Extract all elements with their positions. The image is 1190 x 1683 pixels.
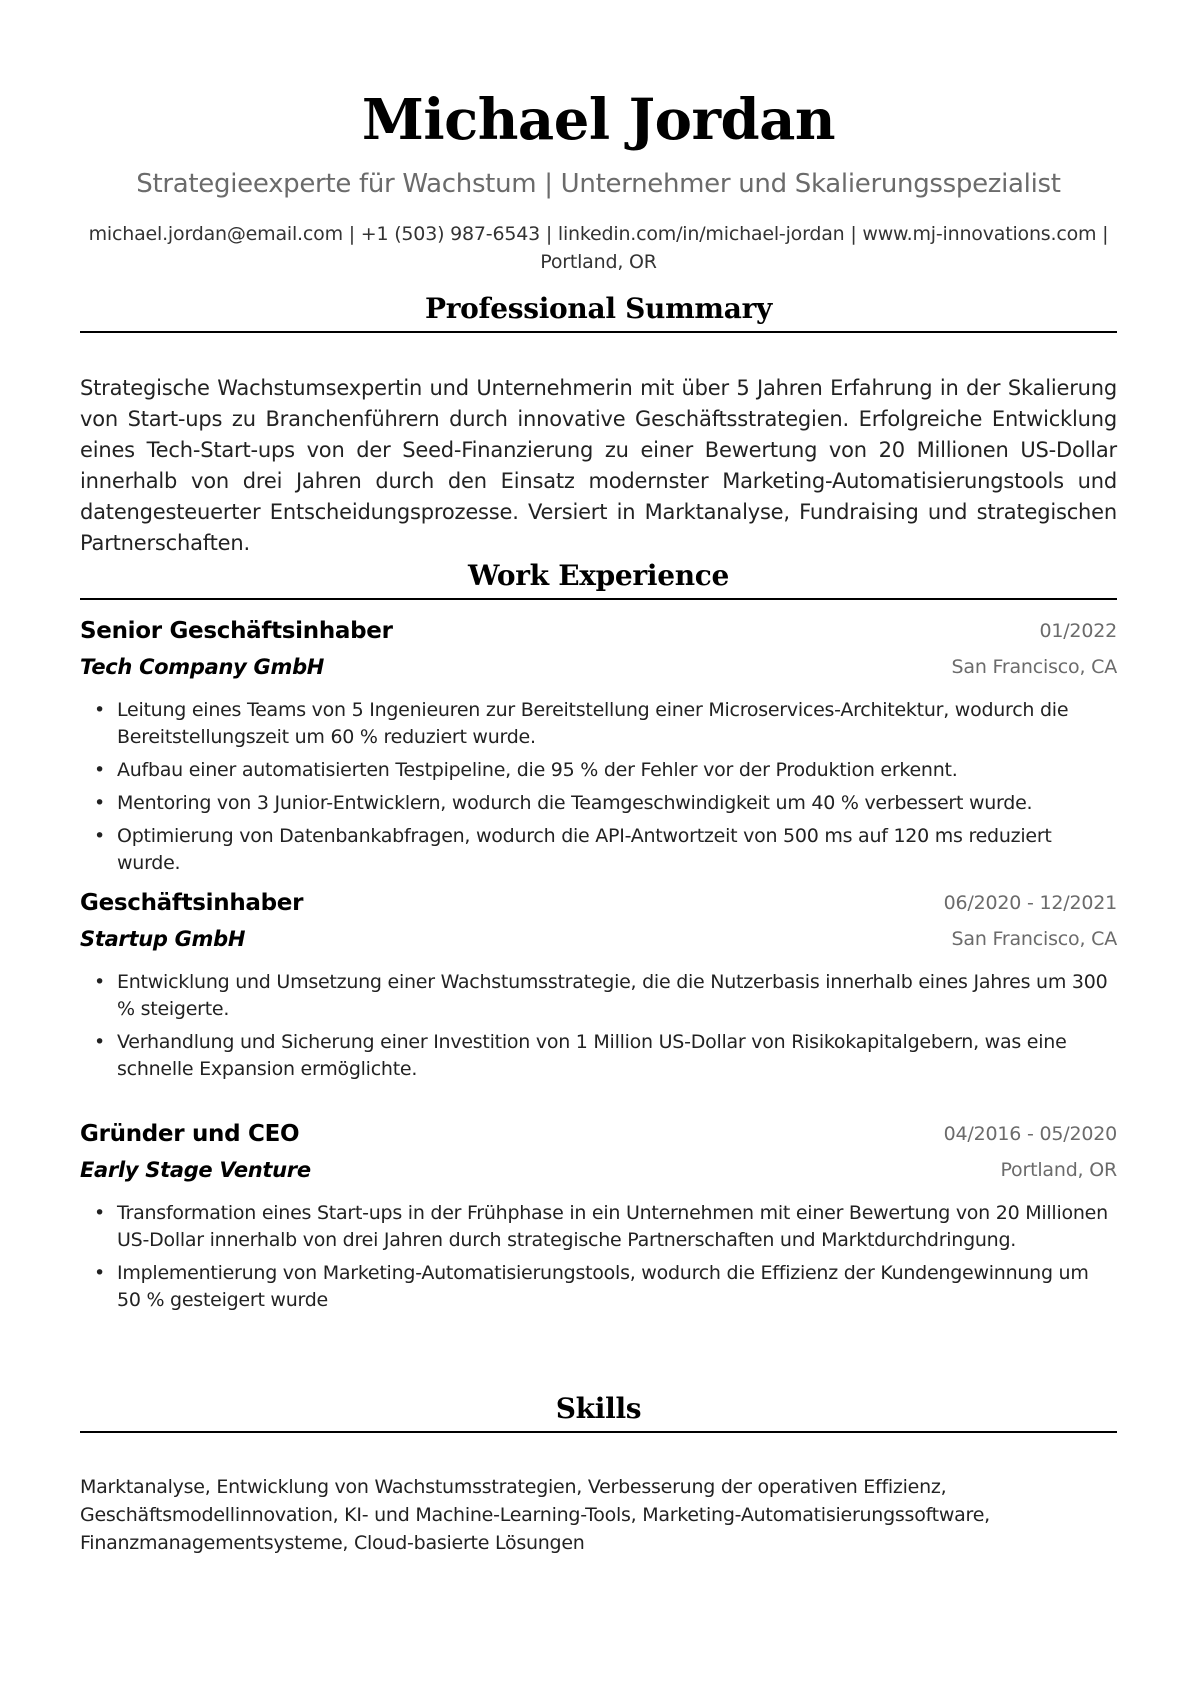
job-bullet: • Optimierung von Datenbankabfragen, wodurch die API-Antwortzeit von 500 ms auf 120 ms reduziert wurde. <box>80 823 1117 877</box>
skills-heading: Skills <box>555 1392 642 1425</box>
contact-info <box>80 220 1117 276</box>
job-bullets <box>80 1200 1117 1320</box>
job-bullet: • Implementierung von Marketing-Automatisierungstools, wodurch die Effizienz der Kundengewinnung um 50 % gesteigert wurde <box>80 1260 1117 1314</box>
job-title: Gründer und CEO <box>80 1121 300 1147</box>
job-bullet: • Verhandlung und Sicherung einer Investition von 1 Million US-Dollar von Risikokapitalgebern, was eine schnelle Expansion ermöglichte. <box>80 1029 1117 1083</box>
experience-divider <box>80 598 1117 600</box>
summary-text: Strategische Wachstumsexpertin und Unternehmerin mit über 5 Jahren Erfahrung in der Skalierung von Start-ups zu Branchenführern durch innovative Geschäftsstrategien. Erfolgreiche Entwicklung eines Tech-Start-ups von der Seed-Finanzierung zu einer Bewertung von 20 Millionen US-Dollar innerhalb von drei Jahren durch den Einsatz modernster Marketing-Automatisierungstools und datengesteuerter Entscheidungsprozesse. Versiert in Marktanalyse, Fundraising und strategischen Partnerschaften. <box>80 376 1117 555</box>
job-date: 04/2016 - 05/2020 <box>943 1123 1117 1145</box>
job-company: Tech Company GmbH <box>80 655 325 679</box>
job-bullet: • Leitung eines Teams von 5 Ingenieuren zur Bereitstellung einer Microservices-Architektur, wodurch die Bereitstellungszeit um 60 % reduziert wurde. <box>80 697 1117 751</box>
job-company: Startup GmbH <box>80 927 246 951</box>
job-bullet: • Entwicklung und Umsetzung einer Wachstumsstrategie, die die Nutzerbasis innerhalb eines Jahres um 300 % steigerte. <box>80 969 1117 1023</box>
candidate-name: Michael Jordan <box>361 87 836 153</box>
job-bullet: • Mentoring von 3 Junior-Entwicklern, wodurch die Teamgeschwindigkeit um 40 % verbessert wurde. <box>80 790 1117 817</box>
job-location: Portland, OR <box>1000 1159 1117 1181</box>
job-bullet: • Aufbau einer automatisierten Testpipeline, die 95 % der Fehler vor der Produktion erkennt. <box>80 757 1117 784</box>
job-title: Senior Geschäftsinhaber <box>80 618 393 644</box>
job-date: 01/2022 <box>1039 620 1117 642</box>
job-bullets <box>80 969 1117 1089</box>
summary-heading: Professional Summary <box>424 292 773 325</box>
job-location: San Francisco, CA <box>951 656 1117 678</box>
contact-line-2: Portland, OR <box>540 251 657 273</box>
job-title: Geschäftsinhaber <box>80 890 304 916</box>
summary-divider <box>80 331 1117 333</box>
job-date: 06/2020 - 12/2021 <box>943 892 1117 914</box>
candidate-headline: Strategieexperte für Wachstum | Unternehmer und Skalierungsspezialist <box>136 169 1061 199</box>
skills-text: Marktanalyse, Entwicklung von Wachstumsstrategien, Verbesserung der operativen Effizienz, Geschäftsmodellinnovation, KI- und Machine-Learning-Tools, Marketing-Automatisierungssoftware, Finanzmanagementsysteme, Cloud-basierte Lösungen <box>80 1476 990 1554</box>
experience-heading: Work Experience <box>467 559 730 592</box>
job-bullet: • Transformation eines Start-ups in der Frühphase in ein Unternehmen mit einer Bewertung von 20 Millionen US-Dollar innerhalb von drei Jahren durch strategische Partnerschaften und Marktdurchdringung. <box>80 1200 1117 1254</box>
skills-divider <box>80 1431 1117 1433</box>
contact-line-1: michael.jordan@email.com | +1 (503) 987-6543 | linkedin.com/in/michael-jordan | www.mj-innovations.com | <box>88 223 1109 245</box>
job-company: Early Stage Venture <box>80 1158 311 1182</box>
job-bullets <box>80 697 1117 883</box>
job-location: San Francisco, CA <box>951 928 1117 950</box>
